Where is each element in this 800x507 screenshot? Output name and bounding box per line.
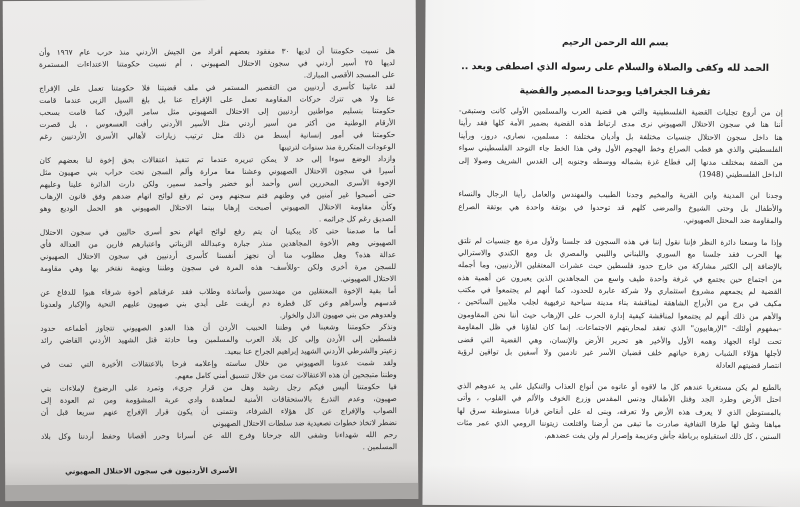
text-line: الاحتلال الصهيوني.	[340, 274, 397, 284]
text-line: لأجلها هؤلاء الشباب زهرة حياتهم خلف قضبان الأسر غير نادمين ولا آسفين بل تواقين لرؤية	[457, 347, 782, 359]
text-line: الصهيوني وهم الأخوة المجاهدين منذر جبارة وعبدالله الزيناتي واعتبارهم فارين من العدالة فأي	[39, 238, 396, 249]
text-line: احتل الأرض وطرد الجد وقتل الأطفال ودنس المقدس وزرع الخوف والألم في القلوب ، وأتى	[457, 393, 782, 405]
paragraph	[41, 357, 397, 383]
text-line: -بمفهوم أولئك- "الإرهابيون" الذي تعقد لمحاربتهم الاجتماعات. إنما كان لقاؤنا في ظل المقاومة	[457, 322, 782, 334]
paragraph	[41, 429, 397, 455]
text-line: والمقاومة ضد المحتل الصهيوني.	[683, 215, 783, 226]
text-line: وطننا متبجحين أن هذه الاعتقالات تمت من خلال تنسيق أمني كامل معهم.	[174, 370, 397, 381]
text-line: للسجن مرة أخرى ولكن -وللأسف- هذه المرة في سجون وطننا وبتهمة نفتخر بها وهي مقاومة	[40, 262, 397, 273]
text-line: هل نسيت حكومتنا أن لديها ٣٠ مفقود بعضهم أفراد من الجيش الأردني منذ حرب عام ١٩٦٧ وأن	[38, 46, 395, 57]
paragraph	[40, 285, 396, 323]
text-line: أننا هنا في سجون الاحتلال الصهيوني نرى مدى ارتباط هذه القضية بضمير الأمة كلها فقد رأينا	[458, 118, 783, 130]
paragraph	[458, 188, 782, 227]
paragraph	[39, 81, 395, 155]
text-line: الصواب والإفراج عن كل هؤلاء الشرفاء، ونتمنى أن يكون قرار الإفراج عنهم سريعا قبل أن	[40, 406, 397, 417]
text-line: وازداد الوضع سوءا إلى حد لا يمكن تبريره عندما تم تنفيذ اعتقالات بحق إخوة لنا بعضهم كان	[39, 154, 396, 165]
text-line: على المسجد الأقصى المبارك.	[303, 70, 396, 80]
text-line: مياهنا وشق لها طرقا التفافية صادرت ما تبقى من أرضنا واقتلعت زيتوننا الرومي الذي عمر مئات	[456, 418, 781, 430]
text-line: أسيرا في سجون الاحتلال الصهيوني وعشنا معا مرارة وألم السجن تحت حراب بني صهيون مثل	[39, 166, 396, 177]
text-line: عدالة هذه؟ وهل مطلوب منا أن نجهز أنفسنا كأسرى أردنيين في سجون الاحتلال الصهيوني	[40, 250, 397, 261]
text-line: هنا داخل سجون الاحتلال جنسيات مختلفة بل وأديان مختلفة : مسلمين، نصارى، دروز، ورأينا	[458, 130, 783, 142]
text-line: ولقد شمت عدونا الصهيوني من خلال ساسته وإعلامه فرحا بالاعتقالات الأخيرة التي تمت في	[40, 358, 397, 369]
text-line: بالطبع لم يكن مستغربا عندهم كل ما لاقوه أو عانوه من أنواع العذاب والتنكيل على يد عدوهم الذي	[457, 380, 782, 392]
text-line: من اجتماع حين يجتمع في غرفة واحدة طيف واسع من المجاهدين الذين يعبرون عن أهمية هذه	[457, 272, 782, 284]
text-line: الفلسطيني والذي هو قطب الصراع وخط الهجوم الأول وفي هذا الخط جاء التوحد الفلسطيني سواء	[458, 143, 783, 155]
paragraph	[39, 153, 395, 227]
signature-line: الأسرى الأردنيون في سجون الاحتلال الصهيوني	[65, 465, 238, 476]
text-line: المسلمين .	[362, 442, 398, 452]
text-line: حكومتنا في أمور إنسانية أبسط من ذلك مثل ترتيب زيارات لأهالي الأسرى الأردنيين رغم	[39, 130, 396, 141]
text-line: إن من أروع تجليات القضية الفلسطينية والتي هي قضية العرب والمسلمين الأولى كانت وستبقى-	[458, 106, 783, 118]
page-shadow	[422, 465, 800, 507]
page-bottom-edge	[5, 483, 418, 501]
text-line: الأرقام الوطنية من أكثر من أسير أردني مثل الأسير الأردني رأفت العسعوس ، بل قصرت	[39, 118, 396, 129]
text-line: عنا ولا هي تترك حركات المقاومة تعمل على الإفراج عنا بل بلغ السيل الزبى عندما قامت	[39, 94, 396, 105]
text-line: صهيون، وعدم التذرع بالاستحقاقات الأمنية لمعاهدة وادي عربة المشؤومة ومن ثم العودة إلى	[40, 394, 397, 405]
text-line: بالمستوطن الذي لا يعرف هذه الأرض ولا تعرفه، وبنى له على أنقاض قرانا مستوطنة سرق لها	[456, 405, 782, 417]
text-line: الوعودات المتكررة منذ سنوات لترتيبها	[278, 142, 396, 152]
text-line: أما بقية الإخوة المعتقلين من مهندسين وأساتذة وطلاب فقد عرفناهم أخوة شرفاء هبوا للدفاع عن	[40, 286, 397, 297]
text-line: الداخل الفلسطيني (1948)	[698, 169, 783, 179]
text-line: الصديق رغم كل جرائمه .	[318, 214, 396, 224]
text-line: أما ما صدمنا حتى كاد يبكينا أن يتم رفع لوائح اتهام نحو أسرى حاليين في سجون الاحتلال	[39, 226, 396, 237]
paragraph	[39, 45, 395, 83]
text-line: فلسطين إلى الأردن وإلى كل بلاد العرب والمسلمين وما حادثة قتل الشهيد الأردني القاضي رائد	[40, 334, 397, 345]
text-line: وإذا ما وسعنا دائرة النظر فإننا نقول إننا في هذه السجون قد جلسنا ولأول مرة مع جنسيات لم نلتق	[458, 235, 783, 247]
text-line: والأطفال بل وحتى الشيوخ والمرضى كلهم قد توحدوا في بوتقة واحدة هي بوتقة الصراع	[458, 201, 783, 213]
text-line: لديها ٢٥ أسير أردني في سجون الاحتلال الصهيوني ، أم نسيت حكومتنا الاعتداءات المستمرة	[39, 58, 396, 69]
text-line: زعيتر والشرطي الأردني الشهيد إبراهيم الجراح عنا ببعيد.	[224, 346, 397, 356]
right-document-page	[422, 0, 800, 507]
text-line: السنين ، كل ذلك استقبلوه برباطة جأش وعزيمة وإصرار لم ولن يفت عضدهم.	[544, 430, 781, 442]
text-line: نضطر لاتخاذ خطوات تصعيدية ضد سلطات الاحتلال الصهيوني	[212, 418, 397, 428]
text-line: وكأن مقاومة الاحتلال الصهيوني أصبحت إرهابا بينما الاحتلال الصهيوني هو الحمل الوديع وهو	[39, 202, 396, 213]
left-document-page	[3, 0, 419, 501]
text-line: فيا حكومتنا أليس فيكم رجل رشيد وهل من قرار جريء، وتمرد على الرضوخ لإملاءات بني	[40, 382, 397, 393]
text-line: وجدنا ابن المدينة وابن القرية والمخيم وجدنا الطبيب والمهندس والعامل رأينا الرجال والنساء	[458, 189, 783, 201]
paragraph	[41, 381, 397, 431]
paragraph	[457, 380, 781, 444]
text-line: حكومتنا بتسليم مواطنين أردنيين إلى الاحتلال الصهيوني مثل سامر البرق، كما قامت بسحب	[39, 106, 396, 117]
paragraph	[40, 225, 396, 287]
paragraph	[458, 105, 782, 181]
text-line: انتصار قضيتهم العادلة	[715, 361, 782, 371]
text-line: ولعدوهم من بني صهيون الذل والخوار.	[279, 310, 397, 320]
left-page-body	[39, 45, 397, 455]
text-line: والأهم من ذلك أنهم لم يجتمعوا لمناقشة كيفية إدارة الحرب على الإرهاب حيث أننا نحن المقاومون	[457, 309, 782, 321]
text-line: رحم الله شهداءنا وشفى الله جرحانا وفرج الله عن أسرانا وحرر أقصانا وحفظ أردننا وكل بلاد	[40, 430, 397, 441]
text-line: ونذكر حكومتنا وشعبنا في وطننا الحبيب الأردن أن هذا العدو الصهيوني تتجاوز أطماعه حدود	[40, 322, 397, 333]
text-line: قدسهم وأسراهم وعن كل قطرة دم أريقت على أيدي بني صهيون عليهم التحية والإكبار ولعدونا	[40, 298, 397, 309]
text-line: من الضفة بمختلف مدنها إلى قطاع غزة بشماله ووسطه وجنوبه إلى القدس الشريف وصولا إلى	[458, 155, 783, 167]
paragraph	[457, 235, 782, 373]
greeting-heading: الحمد لله وكفى والصلاة والسلام على رسوله الذي اصطفى وبعد ..	[461, 61, 770, 74]
text-line: بها الحرب فقد جلسنا مع السوري واللبناني والليبي والمصري بل ومع الكندي والاسترالي	[457, 247, 783, 259]
text-line: حتى أصبحوا غير آمنين في وطنهم فتم سجنهم ومن ثم رفع لوائح اتهام ضدهم وفق قانون الإرهاب	[39, 190, 396, 201]
text-line: القضية لم يجمعهم مشروع استثماري ولا شركة عابرة للحدود، كما أنهم لم يجتمعوا في مكتب	[457, 285, 782, 297]
text-line: مكيف في برج من الأبراج الشاهقة لمناقشة بناء مدينة سياحية ترفيهية لجلب ملايين السائحين ،	[457, 297, 782, 309]
basmala-heading: بسم الله الرحمن الرحيم	[561, 37, 669, 49]
paragraph	[40, 321, 396, 359]
text-line: الإخوة الأسرى المحررين أنس وأحمد أبو خضير وأحمد سمير، ولكن دارت الدائرة علينا وعليهم	[39, 178, 396, 189]
text-line: بالإضافة إلى الكثير مشاركة من خارج حدود فلسطين حيث عشرات المعتقلين الأردنيين، وما أجمله	[457, 260, 782, 272]
page-title: تفرقنا الجغرافيا ويوحدنا المصير والقضية	[519, 85, 711, 98]
text-line: تحت لواء الجهاد وهمه الأول والأخير هو تحرير الأرض والإنسان، وهي القضية التي قضى	[457, 334, 782, 346]
text-line: لقد عانينا كأسرى أردنيين من التقصير المستمر في ملف قضيتنا فلا حكومتنا تعمل على الإفراج	[39, 82, 396, 93]
right-page-body	[457, 105, 783, 453]
